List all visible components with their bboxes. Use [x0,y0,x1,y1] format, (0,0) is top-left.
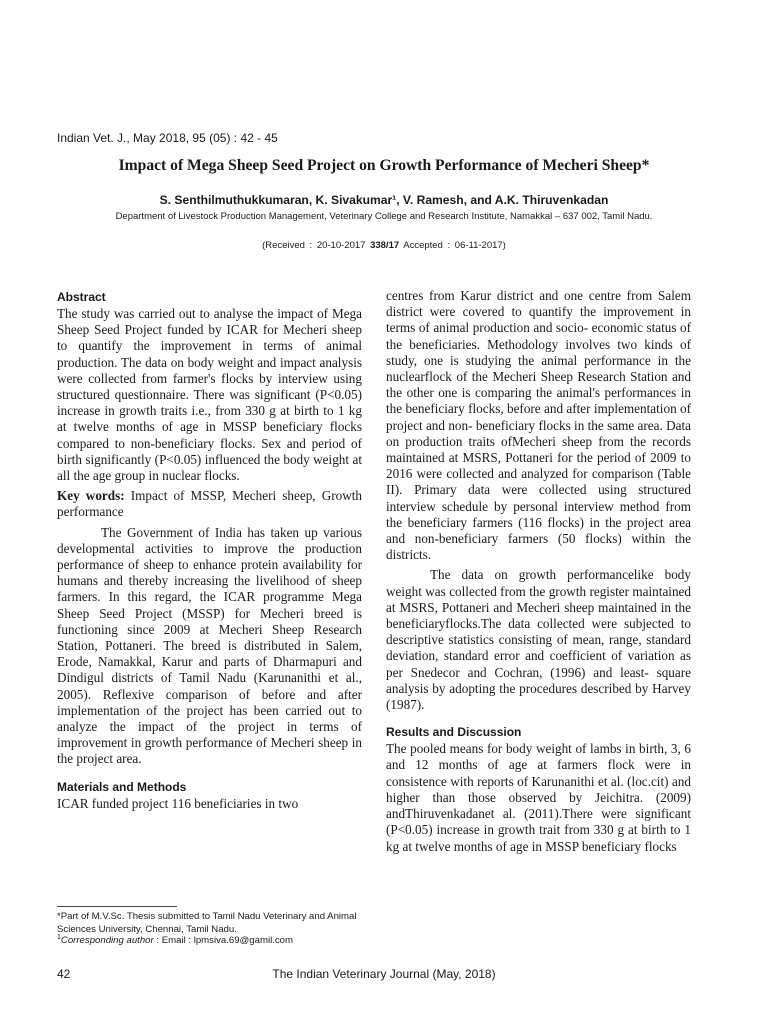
accepted-date: Accepted : 06-11-2017) [403,240,506,251]
journal-footer: The Indian Veterinary Journal (May, 2018) [272,967,496,981]
results-text: The pooled means for body weight of lambs in birth, 3, 6 and 12 months of age at farmers flock were in consistence with reports of Karunanithi et al. (loc.cit) and higher than those observed by Jeichitra. (2009) andThiruvenkadanet al. (2011).There were significant (P<0.05) increase in growth trait from 330 g at birth to 1 kg at twelve months of age in MSSP beneficiary flocks [386,741,691,854]
corresponding-email: : Email : lpmsiva.69@gamil.com [153,935,294,946]
footnote-thesis: *Part of M.V.Sc. Thesis submitted to Tamil Nadu Veterinary and Animal Sciences University, Chennai, Tamil Nadu. [57,911,357,935]
author-affiliation: Department of Livestock Production Management, Veterinary College and Research Institute, Namakkal – 637 002, Tamil Nadu. [115,211,653,222]
footnote-corresponding: $^1$Corresponding author : Email : lpmsiva.69@gamil.com [57,933,294,946]
journal-citation: Indian Vet. J., May 2018, 95 (05) : 42 - 45 [57,131,278,145]
right-column [386,288,691,855]
abstract-text: The study was carried out to analyse the impact of Mega Sheep Seed Project funded by ICAR for Mecheri sheep to quantify the improvement in terms of animal production. The data on body weight and impact analysis were collected from farmer's flocks by interview using structured questionnaire. There was significant (P<0.05) increase in growth traits i.e., from 330 g at birth to 1 kg at twelve months of age in MSSP beneficiary flocks compared to non-beneficiary flocks. Sex and period of birth significantly (P<0.05) influenced the body weight at all the age group in nuclear flocks. [57,306,362,484]
keywords [57,488,362,520]
methods-paragraph-2: The data on growth performancelike body weight was collected from the growth register maintained at MSRS, Pottaneri and Mecheri sheep maintained in the beneficiaryflocks.The data collected were subjected to descriptive statistics consisting of mean, range, standard deviation, standard error and coefficient of variation as per Snedecor and Cochran, (1996) and least- square analysis by adopting the procedures described by Harvey (1987). [386,567,691,713]
results-heading: Results and Discussion [386,725,522,740]
author-list: S. Senthilmuthukkumaran, K. Sivakumar¹, V. Ramesh, and A.K. Thiruvenkadan [159,193,609,207]
methods-continued: centres from Karur district and one centre from Salem district were covered to quantify the improvement in terms of animal production and socio- economic status of the beneficiaries. Methodology involves two kinds of study, one is studying the animal performance in the nuclearflock of the Mecheri Sheep Research Station and the other one is comparing the animal's performances in the beneficiary flocks, before and after implementation of project and non- beneficiary flocks in the same area. Data on production traits ofMecheri sheep from the records maintained at MSRS, Pottaneri for the period of 2009 to 2016 were collected and analyzed for comparison (Table II). Primary data were collected using structured interview schedule by personal interview method from the beneficiary farmers (116 flocks) in the project area and non-beneficiary farmers (50 flocks) within the districts. [386,288,691,563]
corresponding-label: Corresponding author [60,935,154,946]
methods-heading: Materials and Methods [57,779,187,794]
keywords-label: Key words: [57,488,125,504]
article-title: Impact of Mega Sheep Seed Project on Growth Performance of Mecheri Sheep* [118,157,650,174]
introduction-paragraph: The Government of India has taken up various developmental activities to improve the production performance of sheep to enhance protein availability for humans and thereby increasing the livelihood of sheep farmers. In this regard, the ICAR programme Mega Sheep Seed Project (MSSP) for Mecheri breed is functioning since 2009 at Mecheri Sheep Research Station, Pottaneri. The breed is distributed in Salem, Erode, Namakkal, Karur and parts of Dharmapuri and Dindigul districts of Tamil Nadu (Karunanithi et al., 2005). Reflexive comparison of before and after implementation of the project has been carried out to analyze the impact of the project in terms of improvement in growth performance of Mecheri sheep in the project area. [57,524,362,767]
page-number: 42 [57,967,71,981]
methods-text: ICAR funded project 116 beneficiaries in two [57,795,299,811]
abstract-heading: Abstract [57,290,106,304]
footnote-rule [57,906,177,907]
left-column [57,288,362,812]
manuscript-dates [40,240,728,251]
received-date: (Received : 20-10-2017 [262,240,366,251]
keywords-text: Impact of MSSP, Mecheri sheep, Growth performance [57,488,362,520]
manuscript-number: 338/17 [370,240,400,251]
